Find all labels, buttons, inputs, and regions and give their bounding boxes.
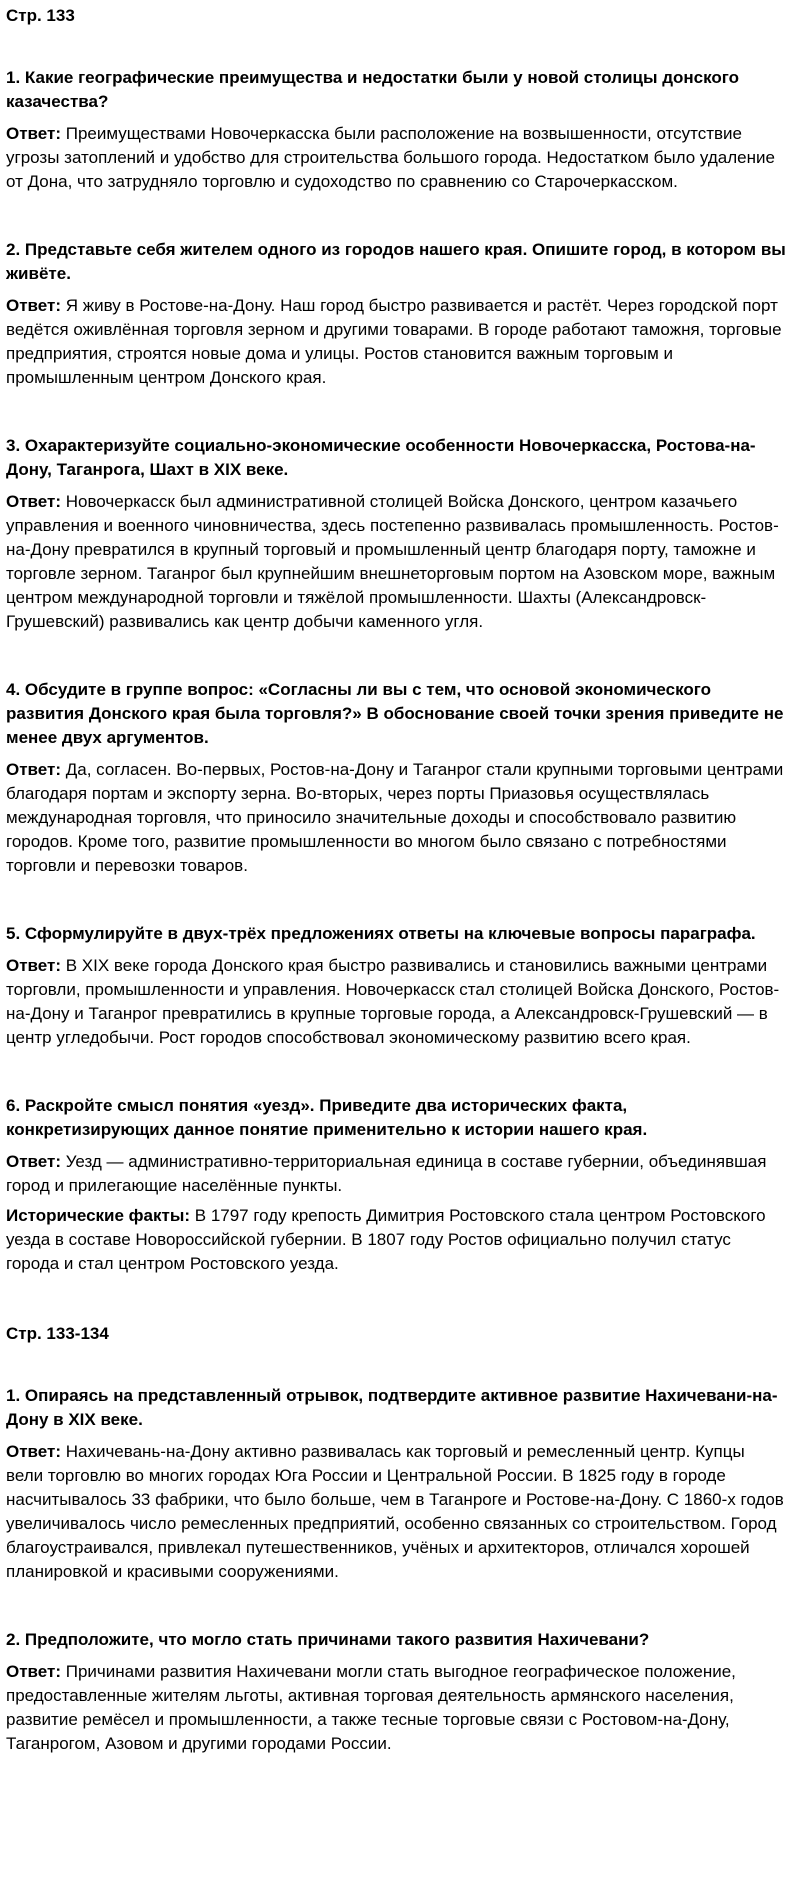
answer-label: Ответ: (6, 1442, 61, 1461)
page-heading: Стр. 133-134 (6, 1324, 109, 1343)
facts-text: В 1797 году крепость Димитрия Ростовского стала центром Ростовского уезда в составе Новороссийской губернии. В 1807 году Ростов официально получил статус города и стал центром Ростовского уезда. (6, 1206, 766, 1273)
answer-paragraph (6, 122, 786, 194)
qa-item-4 (6, 678, 786, 878)
answer-text: Уезд — административно-территориальная единица в составе губернии, объединявшая город и прилегающие населённые пункты. (6, 1152, 767, 1195)
answer-paragraph (6, 1660, 786, 1756)
answer-paragraph (6, 490, 786, 634)
qa-item-3 (6, 434, 786, 634)
answer-paragraph (6, 1150, 786, 1198)
answer-text: Да, согласен. Во-первых, Ростов-на-Дону и Таганрог стали крупными торговыми центрами благодаря портам и экспорту зерна. Во-вторых, через порты Приазовья осуществлялась международная торговля, что приносило значительные доходы и способствовало развитию городов. Кроме того, развитие промышленности во многом было связано с потребностями торговли и перевозки товаров. (6, 760, 784, 875)
question-text: 4. Обсудите в группе вопрос: «Согласны ли вы с тем, что основой экономического развития Донского края была торговля?» В обоснование своей точки зрения приведите не менее двух аргументов. (6, 680, 784, 747)
section-page-133-134 (6, 1322, 786, 1756)
answer-paragraph (6, 294, 786, 390)
facts-paragraph (6, 1204, 786, 1276)
question-text: 1. Опираясь на представленный отрывок, подтвердите активное развитие Нахичевани-на-Дону в XIX веке. (6, 1386, 778, 1429)
question-text: 2. Предположите, что могло стать причинами такого развития Нахичевани? (6, 1630, 650, 1649)
question-text: 2. Представьте себя жителем одного из городов нашего края. Опишите город, в котором вы живёте. (6, 240, 786, 283)
question-text: 1. Какие географические преимущества и недостатки были у новой столицы донского казачества? (6, 68, 740, 111)
answer-label: Ответ: (6, 1152, 61, 1171)
answer-label: Ответ: (6, 124, 61, 143)
section-page-133 (6, 4, 786, 1276)
answer-label: Ответ: (6, 296, 61, 315)
answer-text: Новочеркасск был административной столицей Войска Донского, центром казачьего управления и военного чиновничества, здесь постепенно развивалась промышленность. Ростов-на-Дону превратился в крупный торговый и промышленный центр благодаря порту, таможне и торговле зерном. Таганрог был крупнейшим внешнеторговым портом на Азовском море, важным центром международной торговли и тяжёлой промышленности. Шахты (Александровск-Грушевский) развивались как центр добычи каменного угля. (6, 492, 779, 631)
question-text: 3. Охарактеризуйте социально-экономические особенности Новочеркасска, Ростова-на-Дону, Таганрога, Шахт в XIX веке. (6, 436, 756, 479)
qa-item-2 (6, 1628, 786, 1756)
answer-paragraph (6, 1440, 786, 1584)
answer-text: Нахичевань-на-Дону активно развивалась как торговый и ремесленный центр. Купцы вели торговлю во многих городах Юга России и Центральной России. В 1825 году в городе насчитывалось 33 фабрики, что было больше, чем в Таганроге и Ростове-на-Дону. С 1860-х годов увеличивалось число ремесленных предприятий, особенно связанных со строительством. Город благоустраивался, привлекал путешественников, учёных и архитекторов, отличался хорошей планировкой и красивыми сооружениями. (6, 1442, 784, 1581)
qa-item-1 (6, 66, 786, 194)
qa-item-5 (6, 922, 786, 1050)
answer-paragraph (6, 954, 786, 1050)
answer-text: Преимуществами Новочеркасска были расположение на возвышенности, отсутствие угрозы затоплений и удобство для строительства большого города. Недостатком было удаление от Дона, что затрудняло торговлю и судоходство по сравнению со Старочеркасском. (6, 124, 775, 191)
answer-label: Ответ: (6, 956, 61, 975)
question-text: 6. Раскройте смысл понятия «уезд». Приведите два исторических факта, конкретизирующих данное понятие применительно к истории нашего края. (6, 1096, 648, 1139)
qa-item-6 (6, 1094, 786, 1276)
answer-text: В XIX веке города Донского края быстро развивались и становились важными центрами торговли, промышленности и управления. Новочеркасск стал столицей Войска Донского, Ростов-на-Дону и Таганрог превратились в крупные торговые города, а Александровск-Грушевский — в центр угледобычи. Рост городов способствовал экономическому развитию всего края. (6, 956, 780, 1047)
question-text: 5. Сформулируйте в двух-трёх предложениях ответы на ключевые вопросы параграфа. (6, 924, 756, 943)
answer-text: Причинами развития Нахичевани могли стать выгодное географическое положение, предоставленные жителям льготы, активная торговая деятельность армянского населения, развитие ремёсел и промышленности, а также тесные торговые связи с Ростовом-на-Дону, Таганрогом, Азовом и другими городами России. (6, 1662, 736, 1753)
page-heading: Стр. 133 (6, 6, 75, 25)
facts-label: Исторические факты: (6, 1206, 191, 1225)
qa-item-1 (6, 1384, 786, 1584)
answer-label: Ответ: (6, 1662, 61, 1681)
answer-label: Ответ: (6, 760, 61, 779)
answer-text: Я живу в Ростове-на-Дону. Наш город быстро развивается и растёт. Через городской порт ведётся оживлённая торговля зерном и другими товарами. В городе работают таможня, торговые предприятия, строятся новые дома и улицы. Ростов становится важным торговым и промышленным центром Донского края. (6, 296, 782, 387)
answer-paragraph (6, 758, 786, 878)
qa-item-2 (6, 238, 786, 390)
answer-label: Ответ: (6, 492, 61, 511)
